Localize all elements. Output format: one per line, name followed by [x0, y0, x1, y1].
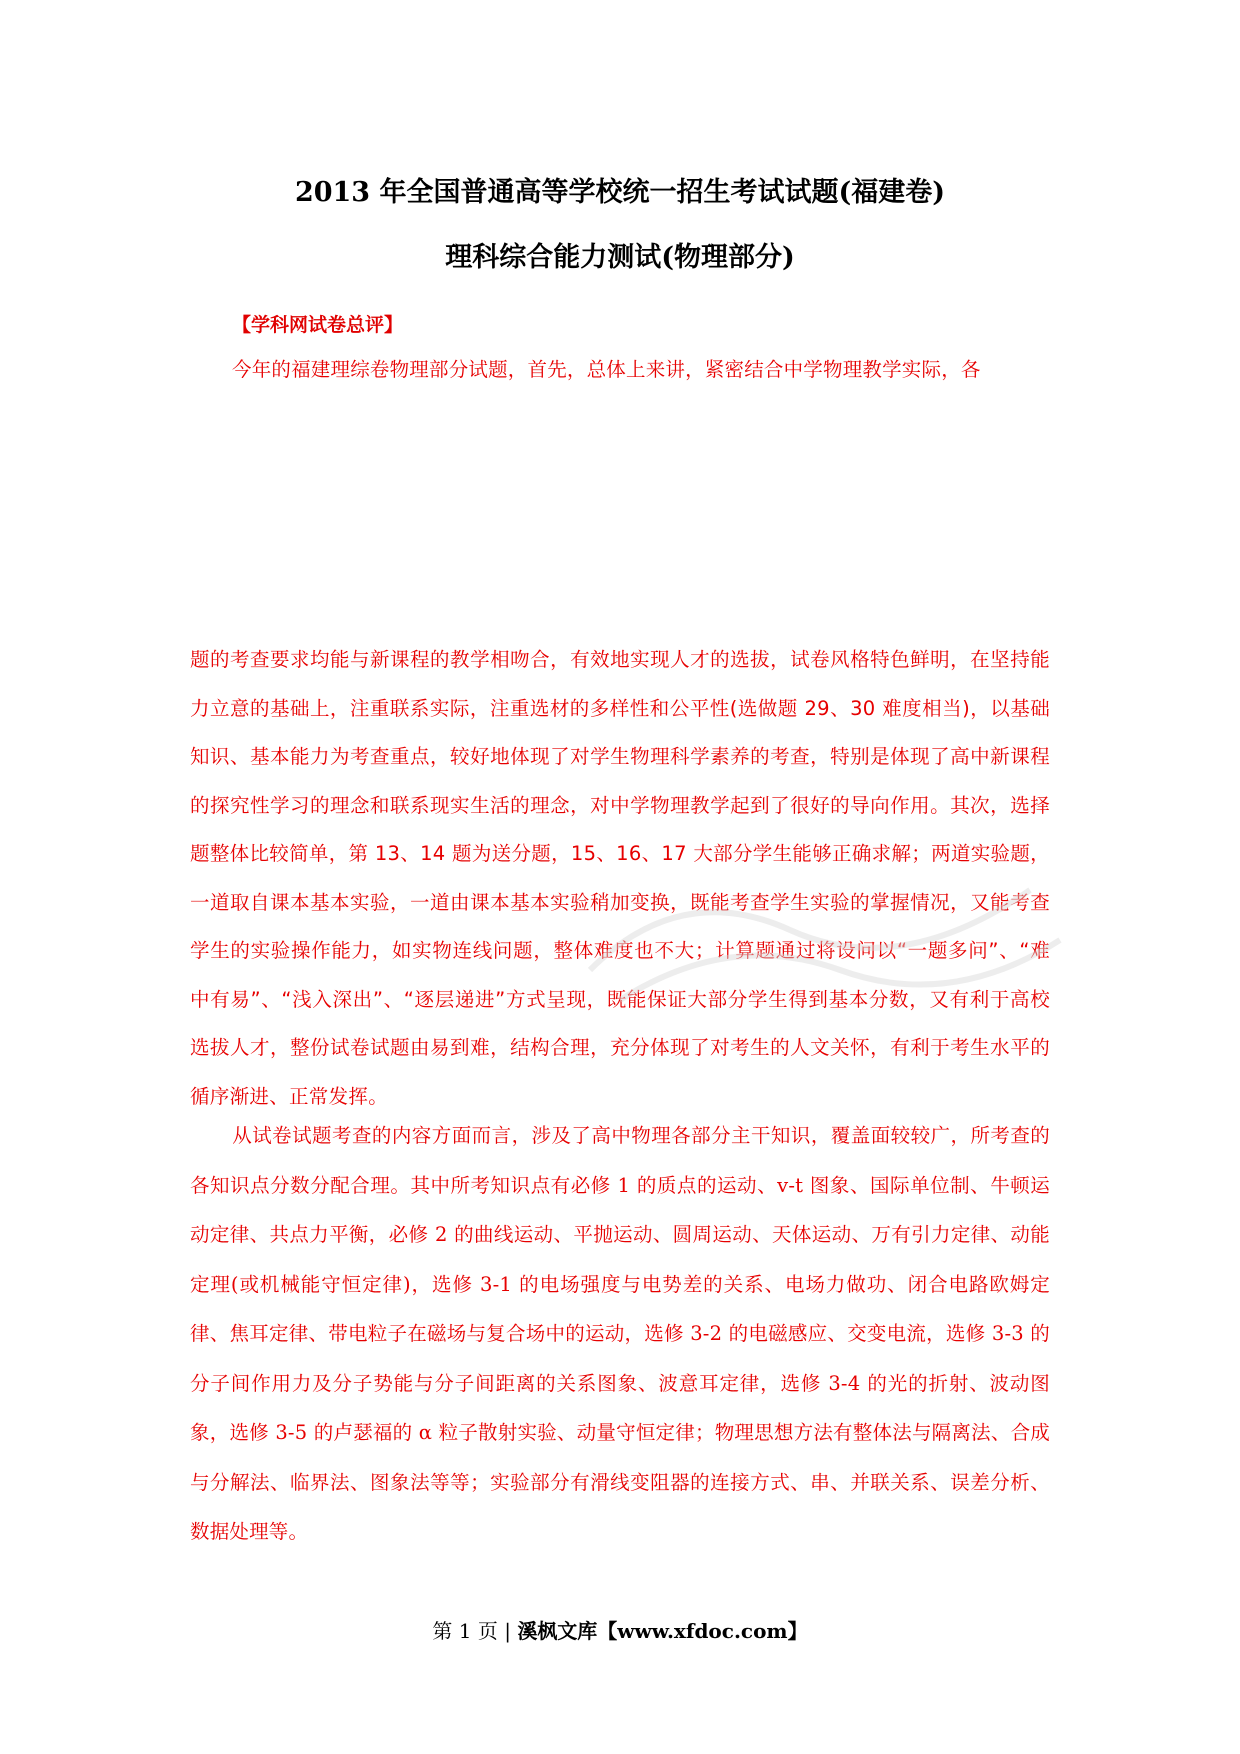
paragraph-content-text: 从试卷试题考查的内容方面而言，涉及了高中物理各部分主干知识，覆盖面较较广，所考查的各知识点分数分配合理。其中所考知识点有必修 1 的质点的运动、v-t 图象、国际单位制、牛顿运动定律、共点力平衡，必修 2 的曲线运动、平抛运动、圆周运动、天体运动、万有引力定律、动能定理(或机械能守恒定律)，选修 3-1 的电场强度与电势差的关系、电场力做功、闭合电路欧姆定律、焦耳定律、带电粒子在磁场与复合场中的运动，选修 3-2 的电磁感应、交变电流，选修 3-3 的分子间作用力及分子势能与分子间距离的关系图象、波意耳定律，选修 3-4 的光的折射、波动图象，选修 3-5 的卢瑟福的 α 粒子散射实验、动量守恒定律；物理思想方法有整体法与隔离法、合成与分解法、临界法、图象法等等；实验部分有滑线变阻器的连接方式、串、并联关系、误差分析、数据处理等。 [190, 1124, 1050, 1543]
document-subtitle: 理科综合能力测试(物理部分) [445, 242, 795, 273]
page-number: 第 1 页 | [432, 1619, 518, 1643]
section-heading: 【学科网试卷总评】 [232, 314, 404, 336]
paragraph-intro [190, 346, 1050, 395]
paragraph-review: 题的考查要求均能与新课程的教学相吻合，有效地实现人才的选拔，试卷风格特色鲜明，在坚持能力立意的基础上，注重联系实际，注重选材的多样性和公平性(选做题 29、30 难度相当)，以基础知识、基本能力为考查重点，较好地体现了对学生物理科学素养的考查，特别是体现了高中新课程的探究性学习的理念和联系现实生活的理念，对中学物理教学起到了很好的导向作用。其次，选择题整体比较简单，第 13、14 题为送分题，15、16、17 大部分学生能够正确求解；两道实验题，一道取自课本基本实验，一道由课本基本实验稍加变换，既能考查学生实验的掌握情况，又能考查学生的实验操作能力，如实物连线问题，整体难度也不大；计算题通过将设问以“一题多问”、“难中有易”、“浅入深出”、“逐层递进”方式呈现，既能保证大部分学生得到基本分数，又有利于高校选拔人才，整份试卷试题由易到难，结构合理，充分体现了对考生的人文关怀，有利于考生水平的循序渐进、正常发挥。 [190, 648, 1050, 1108]
document-title: 2013 年全国普通高等学校统一招生考试试题(福建卷) [294, 177, 946, 208]
footer-brand: 溪枫文库【www.xfdoc.com】 [517, 1619, 808, 1643]
page-footer [0, 1615, 1240, 1644]
paragraph-intro-text: 今年的福建理综卷物理部分试题，首先，总体上来讲，紧密结合中学物理教学实际，各 [232, 358, 981, 381]
paragraph-content [190, 1111, 1050, 1557]
